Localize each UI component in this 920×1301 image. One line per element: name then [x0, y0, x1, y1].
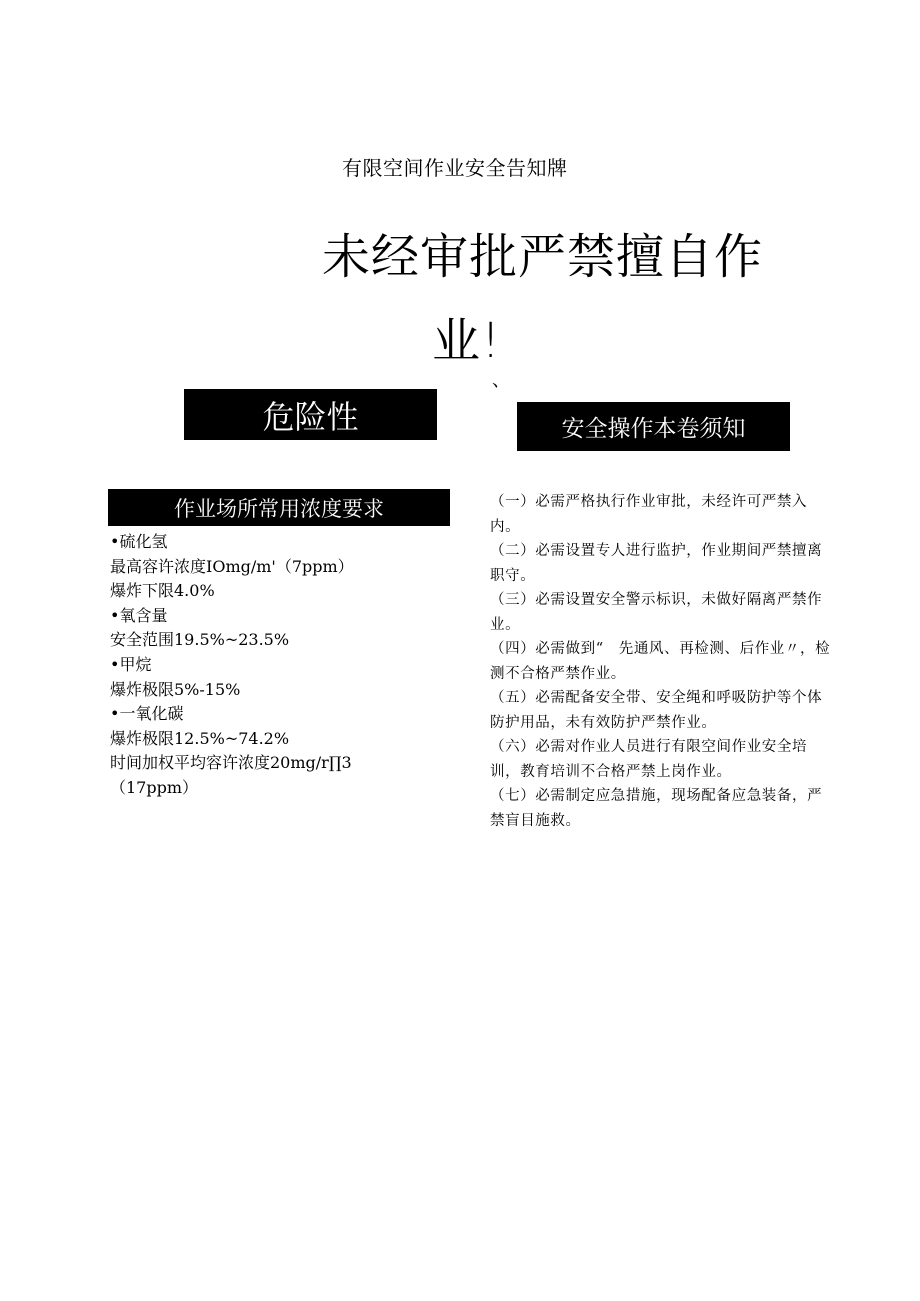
- gas-heading-methane: •甲烷: [110, 654, 152, 674]
- gas-heading-h2s: •硫化氢: [110, 532, 168, 551]
- gas-detail: 安全范围19.5%~23.5%: [110, 630, 290, 650]
- safety-rule: （五）必需配备安全带、安全绳和呼吸防护等个体防护用品，未有效防护严禁作业。: [490, 690, 823, 731]
- warning-line-1: 未经审批严禁擅自作: [322, 229, 764, 285]
- gas-detail: 时间加权平均容许浓度20mg/r∏3: [110, 753, 352, 773]
- concentration-list: [110, 530, 450, 801]
- document-title: 有限空间作业安全告知牌: [342, 156, 568, 180]
- safety-rule: （七）必需制定应急措施，现场配备应急装备，严禁盲目施救。: [490, 788, 823, 829]
- stray-mark: 、: [492, 370, 510, 391]
- gas-detail: 爆炸下限4.0%: [110, 581, 215, 601]
- danger-banner: 危险性: [184, 389, 437, 440]
- gas-detail: 最高容许浓度IOmg/m'（7ppm）: [110, 556, 354, 576]
- safety-rule: （二）必需设置专人进行监护，作业期间严禁擅离职守。: [490, 543, 823, 584]
- gas-heading-oxygen: •氧含量: [110, 605, 168, 625]
- safety-rules-list: [490, 490, 835, 833]
- concentration-requirements-banner: 作业场所常用浓度要求: [108, 489, 450, 526]
- gas-detail: （17ppm）: [110, 777, 199, 797]
- gas-heading-co: •一氧化碳: [110, 704, 184, 724]
- safety-rule: （四）必需做到“ 先通风、再检测、后作业〃，检测不合格严禁作业。: [490, 641, 831, 682]
- main-warning-heading: [322, 215, 802, 383]
- safety-instructions-banner: 安全操作本卷须知: [517, 402, 790, 451]
- warning-line-2: 业!: [432, 313, 502, 369]
- safety-rule: （六）必需对作业人员进行有限空间作业安全培训，教育培训不合格严禁上岗作业。: [490, 739, 808, 780]
- gas-detail: 爆炸极限5%-15%: [110, 679, 241, 699]
- safety-rule: （三）必需设置安全警示标识，未做好隔离严禁作业。: [490, 592, 823, 633]
- gas-detail: 爆炸极限12.5%~74.2%: [110, 728, 290, 748]
- safety-rule: （一）必需严格执行作业审批，未经许可严禁入内。: [490, 494, 808, 535]
